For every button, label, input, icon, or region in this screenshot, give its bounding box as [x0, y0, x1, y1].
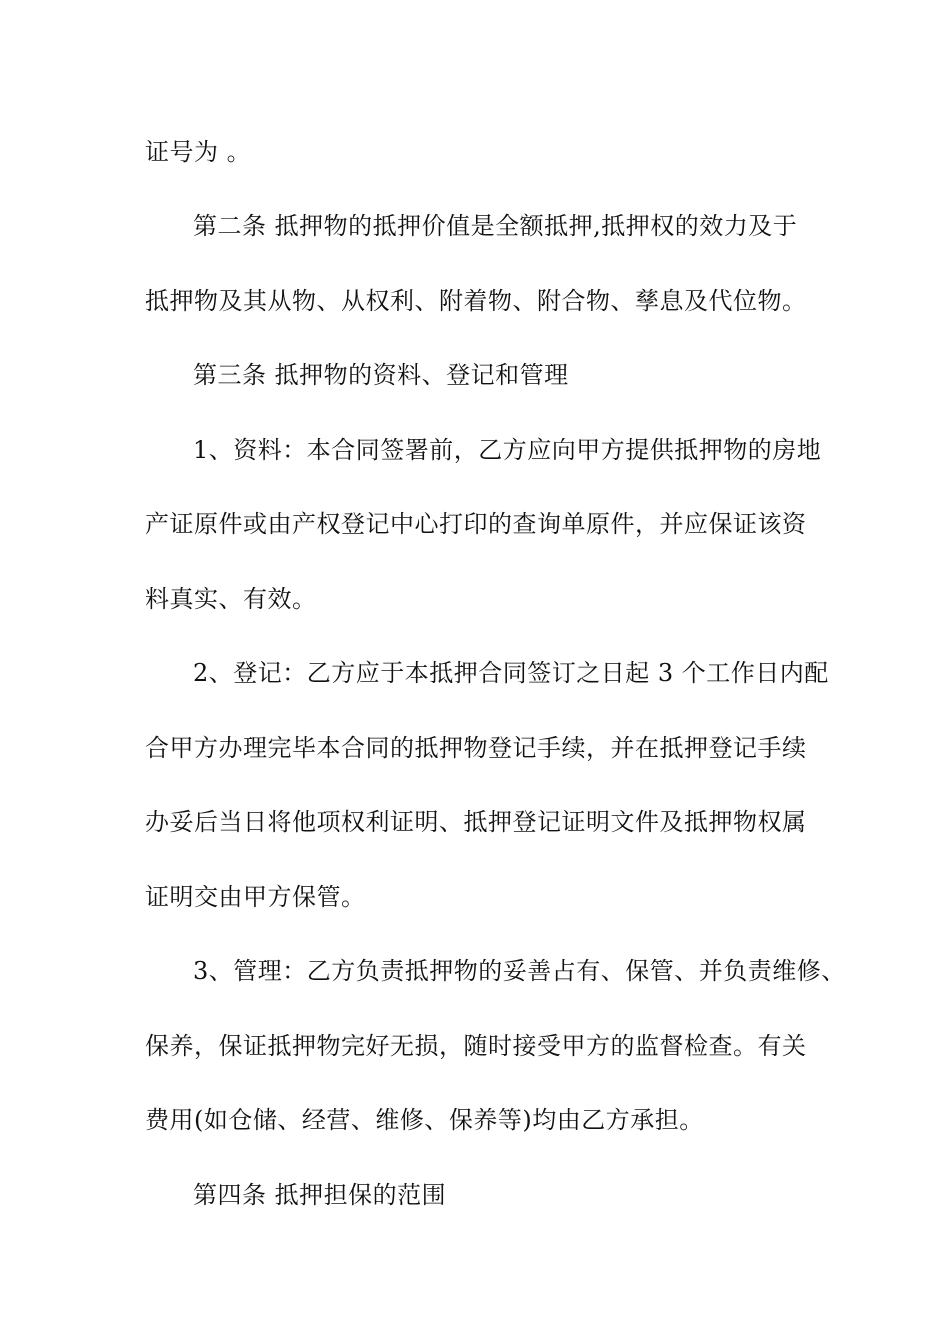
clause-3-line-1: 3、管理：乙方负责抵押物的妥善占有、保管、并负责维修、 [193, 957, 846, 985]
clause-1-line-1: 1、资料：本合同签署前，乙方应向甲方提供抵押物的房地 [193, 436, 822, 464]
clause-1-line-3: 料真实、有效。 [145, 585, 317, 613]
clause-3-line-2: 保养，保证抵押物完好无损，随时接受甲方的监督检查。有关 [145, 1032, 807, 1060]
article-2-line-1: 第二条 抵押物的抵押价值是全额抵押,抵押权的效力及于 [193, 212, 798, 240]
clause-2-line-3: 办妥后当日将他项权利证明、抵押登记证明文件及抵押物权属 [145, 808, 807, 836]
text-line-cert-number: 证号为 。 [145, 138, 252, 166]
clause-2-line-2: 合甲方办理完毕本合同的抵押物登记手续，并在抵押登记手续 [145, 734, 807, 762]
article-3-heading: 第三条 抵押物的资料、登记和管理 [193, 361, 569, 389]
clause-3-line-3: 费用(如仓储、经营、维修、保养等)均由乙方承担。 [145, 1106, 704, 1134]
article-4-heading: 第四条 抵押担保的范围 [193, 1181, 447, 1209]
clause-2-line-1: 2、登记：乙方应于本抵押合同签订之日起 3 个工作日内配 [193, 659, 829, 687]
clause-1-line-2: 产证原件或由产权登记中心打印的查询单原件，并应保证该资 [145, 510, 807, 538]
clause-2-line-4: 证明交由甲方保管。 [145, 883, 366, 911]
article-2-line-2: 抵押物及其从物、从权利、附着物、附合物、孳息及代位物。 [145, 287, 807, 315]
